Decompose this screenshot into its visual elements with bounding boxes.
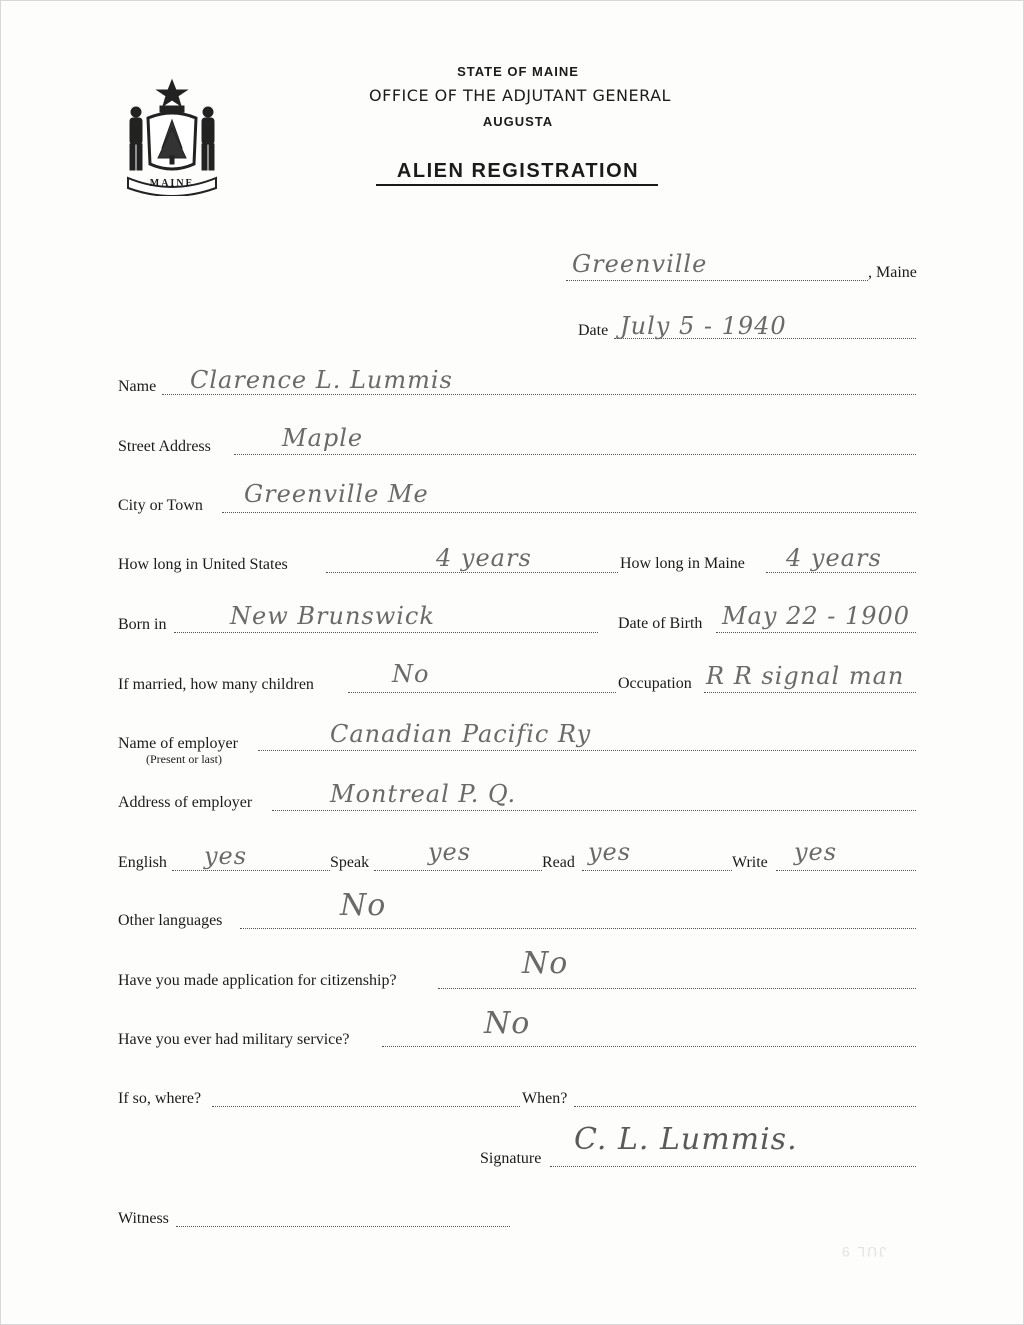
seal-banner-text: MAINE xyxy=(149,178,195,189)
signature-dotted-line xyxy=(550,1166,916,1167)
born-in-value: New Brunswick xyxy=(230,602,435,630)
birth-date-label: Date of Birth xyxy=(618,615,703,632)
city-dotted-line xyxy=(222,512,916,513)
form-title: ALIEN REGISTRATION xyxy=(396,160,640,182)
children-value: No xyxy=(392,660,430,688)
occupation-label: Occupation xyxy=(618,675,692,692)
write-label: Write xyxy=(732,854,768,871)
other-languages-value: No xyxy=(340,888,387,923)
when-label: When? xyxy=(522,1090,568,1107)
occupation-dotted-line xyxy=(704,692,916,693)
speak-dotted-line xyxy=(374,870,542,871)
english-value: yes xyxy=(204,842,248,870)
military-dotted-line xyxy=(382,1046,916,1047)
write-value: yes xyxy=(794,838,838,866)
state-seal-icon xyxy=(118,78,226,196)
place-handwritten: Greenville xyxy=(572,250,708,278)
read-value: yes xyxy=(588,838,632,866)
place-suffix: , Maine xyxy=(868,264,917,281)
street-value: Maple xyxy=(282,424,364,452)
born-in-dotted-line xyxy=(174,632,598,633)
us-length-value: 4 years xyxy=(436,544,532,572)
signature-value: C. L. Lummis. xyxy=(574,1122,798,1157)
name-label: Name xyxy=(118,378,157,395)
employer-address-label: Address of employer xyxy=(118,794,253,811)
state-heading: STATE OF MAINE xyxy=(457,64,579,79)
witness-dotted-line xyxy=(176,1226,510,1227)
military-value: No xyxy=(484,1006,531,1041)
english-label: English xyxy=(118,854,167,871)
city-heading: AUGUSTA xyxy=(482,114,554,129)
maine-length-label: How long in Maine xyxy=(620,555,745,572)
when-dotted-line xyxy=(574,1106,916,1107)
speak-value: yes xyxy=(428,838,472,866)
maine-length-dotted-line xyxy=(766,572,916,573)
read-label: Read xyxy=(542,854,575,871)
english-dotted-line xyxy=(172,870,330,871)
employer-value: Canadian Pacific Ry xyxy=(330,720,592,748)
read-dotted-line xyxy=(582,870,732,871)
street-label: Street Address xyxy=(118,438,211,455)
city-value: Greenville Me xyxy=(244,480,429,508)
name-value: Clarence L. Lummis xyxy=(190,366,453,394)
birth-date-value: May 22 - 1900 xyxy=(722,602,911,630)
employer-address-dotted-line xyxy=(272,810,916,811)
employer-sublabel: (Present or last) xyxy=(146,752,222,766)
speak-label: Speak xyxy=(330,854,370,871)
title-underline xyxy=(376,184,658,186)
us-length-label: How long in United States xyxy=(118,556,288,573)
city-label: City or Town xyxy=(118,497,203,514)
maine-length-value: 4 years xyxy=(786,544,882,572)
employer-address-value: Montreal P. Q. xyxy=(330,780,517,808)
witness-label: Witness xyxy=(118,1210,169,1227)
other-languages-dotted-line xyxy=(240,928,916,929)
date-value: July 5 - 1940 xyxy=(620,312,787,340)
place-dotted-line xyxy=(566,280,868,281)
where-dotted-line xyxy=(212,1106,520,1107)
citizenship-value: No xyxy=(522,946,569,981)
date-label: Date xyxy=(578,322,609,339)
office-heading: OFFICE OF THE ADJUTANT GENERAL xyxy=(369,86,671,105)
military-label: Have you ever had military service? xyxy=(118,1031,350,1048)
children-label: If married, how many children xyxy=(118,676,314,693)
born-in-label: Born in xyxy=(118,616,167,633)
received-stamp: JUL 9 xyxy=(840,1244,887,1260)
signature-label: Signature xyxy=(480,1150,542,1167)
employer-dotted-line xyxy=(258,750,916,751)
citizenship-label: Have you made application for citizenship? xyxy=(118,972,397,989)
us-length-dotted-line xyxy=(326,572,618,573)
children-dotted-line xyxy=(348,692,616,693)
name-dotted-line xyxy=(162,394,916,395)
employer-label: Name of employer xyxy=(118,735,238,752)
citizenship-dotted-line xyxy=(438,988,916,989)
write-dotted-line xyxy=(776,870,916,871)
street-dotted-line xyxy=(234,454,916,455)
occupation-value: R R signal man xyxy=(706,662,905,690)
where-label: If so, where? xyxy=(118,1090,202,1107)
birth-date-dotted-line xyxy=(716,632,916,633)
other-languages-label: Other languages xyxy=(118,912,223,929)
